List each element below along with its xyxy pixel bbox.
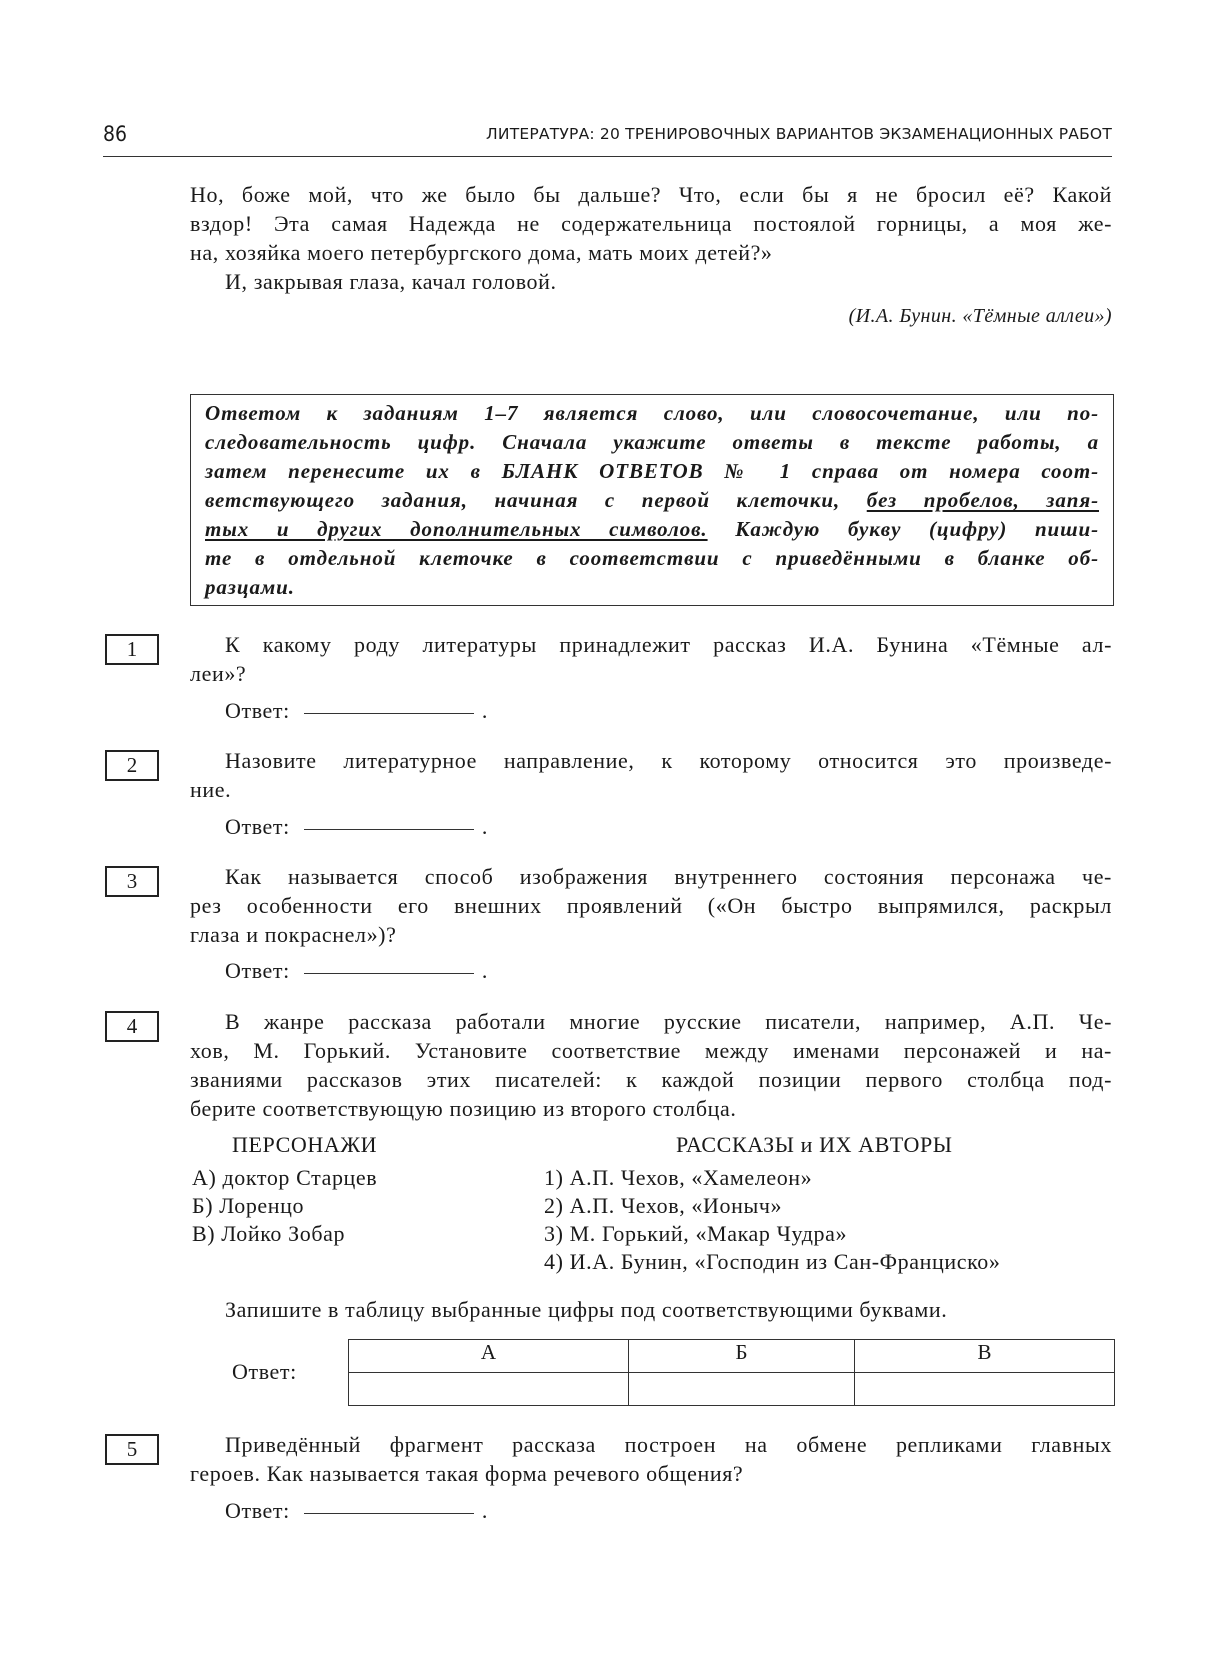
question-text-line: ние. <box>190 777 232 802</box>
question-number-box: 5 <box>105 1434 159 1465</box>
answer-label: Ответ: <box>232 1359 297 1384</box>
matching-right-item: 3) М. Горький, «Макар Чудра» <box>544 1221 848 1246</box>
question-text-line: В жанре рассказа работали многие русские писатели, например, А.П. Че- <box>225 1009 1112 1034</box>
instructions-line: затем перенесите их в БЛАНК ОТВЕТОВ № 1 справа от номера соот- <box>205 459 1099 483</box>
answer-blank[interactable] <box>304 712 474 714</box>
answer-table <box>348 1339 1115 1406</box>
header-divider <box>103 156 1112 157</box>
table-instruction: Запишите в таблицу выбранные цифры под соответствующими буквами. <box>225 1297 948 1322</box>
question-number-box: 4 <box>105 1011 159 1042</box>
answer-label: Ответ: <box>225 1498 290 1523</box>
answer-blank[interactable] <box>304 972 474 974</box>
excerpt-line: Но, боже мой, что же было бы дальше? Что, если бы я не бросил её? Какой <box>190 182 1112 207</box>
answer-table-cell[interactable] <box>349 1373 629 1406</box>
question-number-box: 3 <box>105 866 159 897</box>
answer-blank[interactable] <box>304 828 474 830</box>
question-text-line: Как называется способ изображения внутреннего состояния персонажа че- <box>225 864 1112 889</box>
answer-label: Ответ: <box>225 698 290 723</box>
matching-left-item: А) доктор Старцев <box>192 1165 378 1190</box>
question-text-line: глаза и покраснел»)? <box>190 922 397 947</box>
running-title: ЛИТЕРАТУРА: 20 ТРЕНИРОВОЧНЫХ ВАРИАНТОВ ЭКЗАМЕНАЦИОННЫХ РАБОТ <box>486 125 1112 143</box>
matching-left-item: В) Лойко Зобар <box>192 1221 346 1246</box>
page-number: 86 <box>103 122 128 146</box>
instructions-line: те в отдельной клеточке в соответствии с приведёнными в бланке об- <box>205 546 1099 570</box>
instructions-fragment: ветствующего задания, начиная с первой клеточки, <box>205 488 867 512</box>
matching-right-item: 4) И.А. Бунин, «Господин из Сан-Франциско» <box>544 1249 1001 1274</box>
question-text-line: леи»? <box>190 661 247 686</box>
matching-right-header: РАССКАЗЫ и ИХ АВТОРЫ <box>676 1132 953 1157</box>
question-text-line: хов, М. Горький. Установите соответствие между именами персонажей и на- <box>190 1038 1112 1063</box>
answer-table-header: Б <box>628 1340 854 1373</box>
instructions-fragment: Каждую букву (цифру) пиши- <box>707 517 1099 541</box>
instructions-line: Ответом к заданиям 1–7 является слово, или словосочетание, или по- <box>205 401 1099 425</box>
instructions-line <box>205 517 1099 542</box>
question-text-line: К какому роду литературы принадлежит рассказ И.А. Бунина «Тёмные ал- <box>225 632 1112 657</box>
matching-right-item: 2) А.П. Чехов, «Ионыч» <box>544 1193 783 1218</box>
matching-left-header: ПЕРСОНАЖИ <box>232 1132 378 1157</box>
instructions-line: следовательность цифр. Сначала укажите ответы в тексте работы, а <box>205 430 1099 454</box>
question-text-line: героев. Как называется такая форма речевого общения? <box>190 1461 744 1486</box>
excerpt-line: вздор! Эта самая Надежда не содержательница постоялой горницы, а моя же- <box>190 211 1112 236</box>
answer-table-cell[interactable] <box>628 1373 854 1406</box>
question-text-line: берите соответствующую позицию из второго столбца. <box>190 1096 737 1121</box>
answer-field[interactable] <box>225 957 488 986</box>
instructions-underlined: тых и других дополнительных символов. <box>205 517 708 541</box>
question-text-line: Приведённый фрагмент рассказа построен на обмене репликами главных <box>225 1432 1112 1457</box>
excerpt-line: на, хозяйка моего петербургского дома, мать моих детей?» <box>190 240 773 265</box>
instructions-underlined: без пробелов, запя- <box>866 488 1099 512</box>
instructions-line: разцами. <box>205 575 295 599</box>
answer-label: Ответ: <box>225 814 290 839</box>
answer-dot: . <box>481 958 488 983</box>
answer-field[interactable] <box>225 1497 488 1526</box>
matching-left-item: Б) Лоренцо <box>192 1193 305 1218</box>
question-text-line: рез особенности его внешних проявлений («Он быстро выпрямился, раскрыл <box>190 893 1112 918</box>
question-number-box: 2 <box>105 750 159 781</box>
answer-table-cell[interactable] <box>855 1373 1115 1406</box>
instructions-line <box>205 488 1099 513</box>
question-text-line: Назовите литературное направление, к которому относится это произведе- <box>225 748 1112 773</box>
answer-dot: . <box>481 698 488 723</box>
question-number-box: 1 <box>105 634 159 665</box>
excerpt-line: И, закрывая глаза, качал головой. <box>225 269 557 294</box>
answer-label: Ответ: <box>225 958 290 983</box>
answer-dot: . <box>481 1498 488 1523</box>
answer-table-header: А <box>349 1340 629 1373</box>
question-text-line: званиями рассказов этих писателей: к каждой позиции первого столбца под- <box>190 1067 1112 1092</box>
answer-blank[interactable] <box>304 1512 474 1514</box>
matching-right-item: 1) А.П. Чехов, «Хамелеон» <box>544 1165 813 1190</box>
answer-dot: . <box>481 814 488 839</box>
excerpt-source: (И.А. Бунин. «Тёмные аллеи») <box>848 305 1112 327</box>
answer-field[interactable] <box>225 813 488 842</box>
answer-field[interactable] <box>225 697 488 726</box>
answer-table-header: В <box>855 1340 1115 1373</box>
